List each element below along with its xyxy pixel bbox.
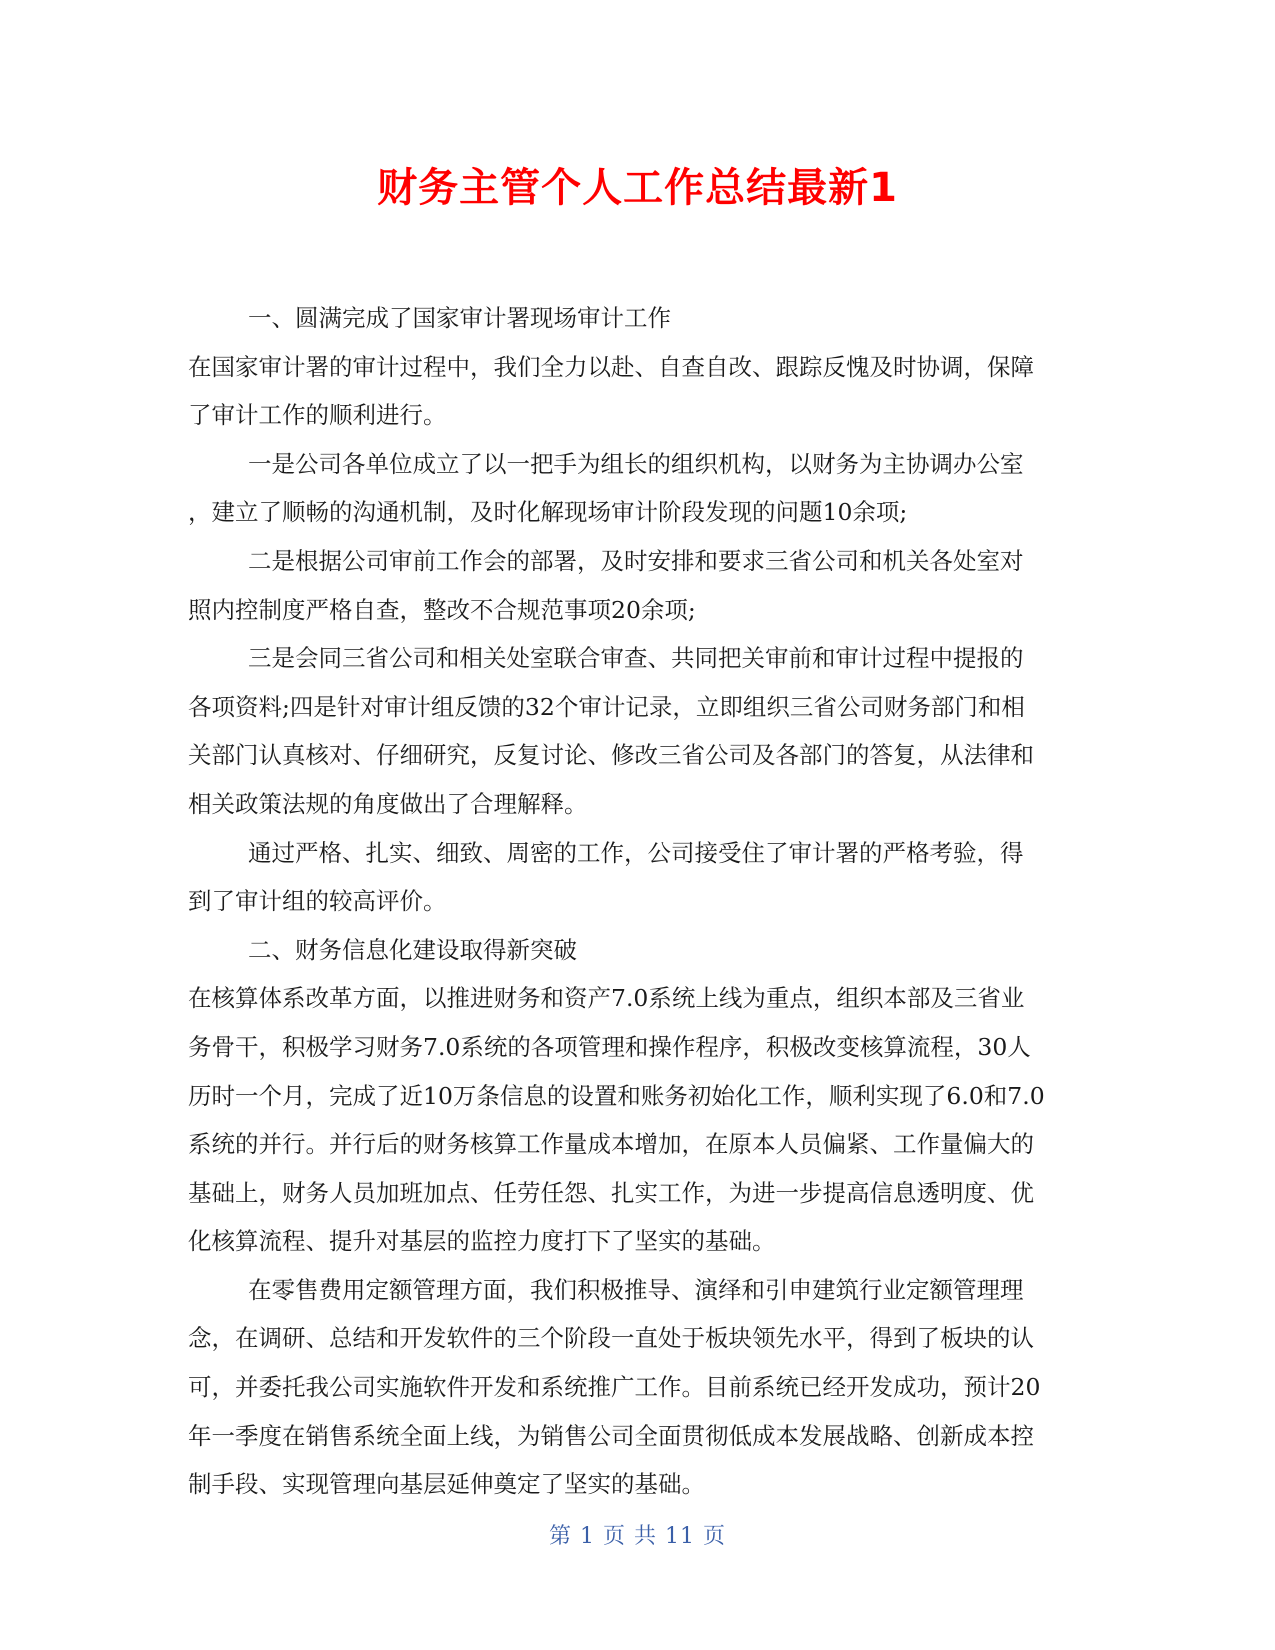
document-body xyxy=(188,294,1088,1509)
document-title: 财务主管个人工作总结最新1 xyxy=(377,165,898,211)
body-line: 通过严格、扎实、细致、周密的工作，公司接受住了审计署的严格考验，得 xyxy=(248,838,1024,867)
body-line: 了审计工作的顺利进行。 xyxy=(188,401,447,430)
body-line: 可，并委托我公司实施软件开发和系统推广工作。目前系统已经开发成功，预计20 xyxy=(188,1373,1041,1402)
body-line: 关部门认真核对、仔细研究，反复讨论、修改三省公司及各部门的答复，从法律和 xyxy=(188,741,1034,770)
body-line: 务骨干，积极学习财务7.0系统的各项管理和操作程序，积极改变核算流程，30人 xyxy=(188,1032,1031,1061)
body-line: 照内控制度严格自查，整改不合规范事项20余项; xyxy=(188,595,696,624)
body-line: 到了审计组的较高评价。 xyxy=(188,887,447,916)
body-line: 年一季度在销售系统全面上线，为销售公司全面贯彻低成本发展战略、创新成本控 xyxy=(188,1421,1034,1450)
body-line: 化核算流程、提升对基层的监控力度打下了坚实的基础。 xyxy=(188,1227,776,1256)
body-line: 在核算体系改革方面，以推进财务和资产7.0系统上线为重点，组织本部及三省业 xyxy=(188,984,1025,1013)
body-line: 一是公司各单位成立了以一把手为组长的组织机构，以财务为主协调办公室 xyxy=(248,449,1024,478)
page-number: 第 1 页 共 11 页 xyxy=(549,1524,726,1549)
body-line: 二是根据公司审前工作会的部署，及时安排和要求三省公司和机关各处室对 xyxy=(248,546,1024,575)
body-line: 各项资料;四是针对审计组反馈的32个审计记录，立即组织三省公司财务部门和相 xyxy=(188,692,1025,721)
body-line: 念，在调研、总结和开发软件的三个阶段一直处于板块领先水平，得到了板块的认 xyxy=(188,1324,1034,1353)
section-heading-2: 二、财务信息化建设取得新突破 xyxy=(248,935,577,964)
body-line: ，建立了顺畅的沟通机制，及时化解现场审计阶段发现的问题10余项; xyxy=(188,498,908,527)
body-line: 相关政策法规的角度做出了合理解释。 xyxy=(188,789,588,818)
body-line: 在国家审计署的审计过程中，我们全力以赴、自查自改、跟踪反愧及时协调，保障 xyxy=(188,352,1034,381)
section-heading-1: 一、圆满完成了国家审计署现场审计工作 xyxy=(248,304,671,332)
body-line: 制手段、实现管理向基层延伸奠定了坚实的基础。 xyxy=(188,1470,705,1499)
body-line: 在零售费用定额管理方面，我们积极推导、演绎和引申建筑行业定额管理理 xyxy=(248,1275,1024,1304)
body-line: 基础上，财务人员加班加点、任劳任怨、扎实工作，为进一步提高信息透明度、优 xyxy=(188,1178,1034,1207)
body-line: 三是会同三省公司和相关处室联合审查、共同把关审前和审计过程中提报的 xyxy=(248,644,1024,673)
body-line: 系统的并行。并行后的财务核算工作量成本增加，在原本人员偏紧、工作量偏大的 xyxy=(188,1130,1034,1159)
body-line: 历时一个月，完成了近10万条信息的设置和账务初始化工作，顺利实现了6.0和7.0 xyxy=(188,1081,1045,1110)
